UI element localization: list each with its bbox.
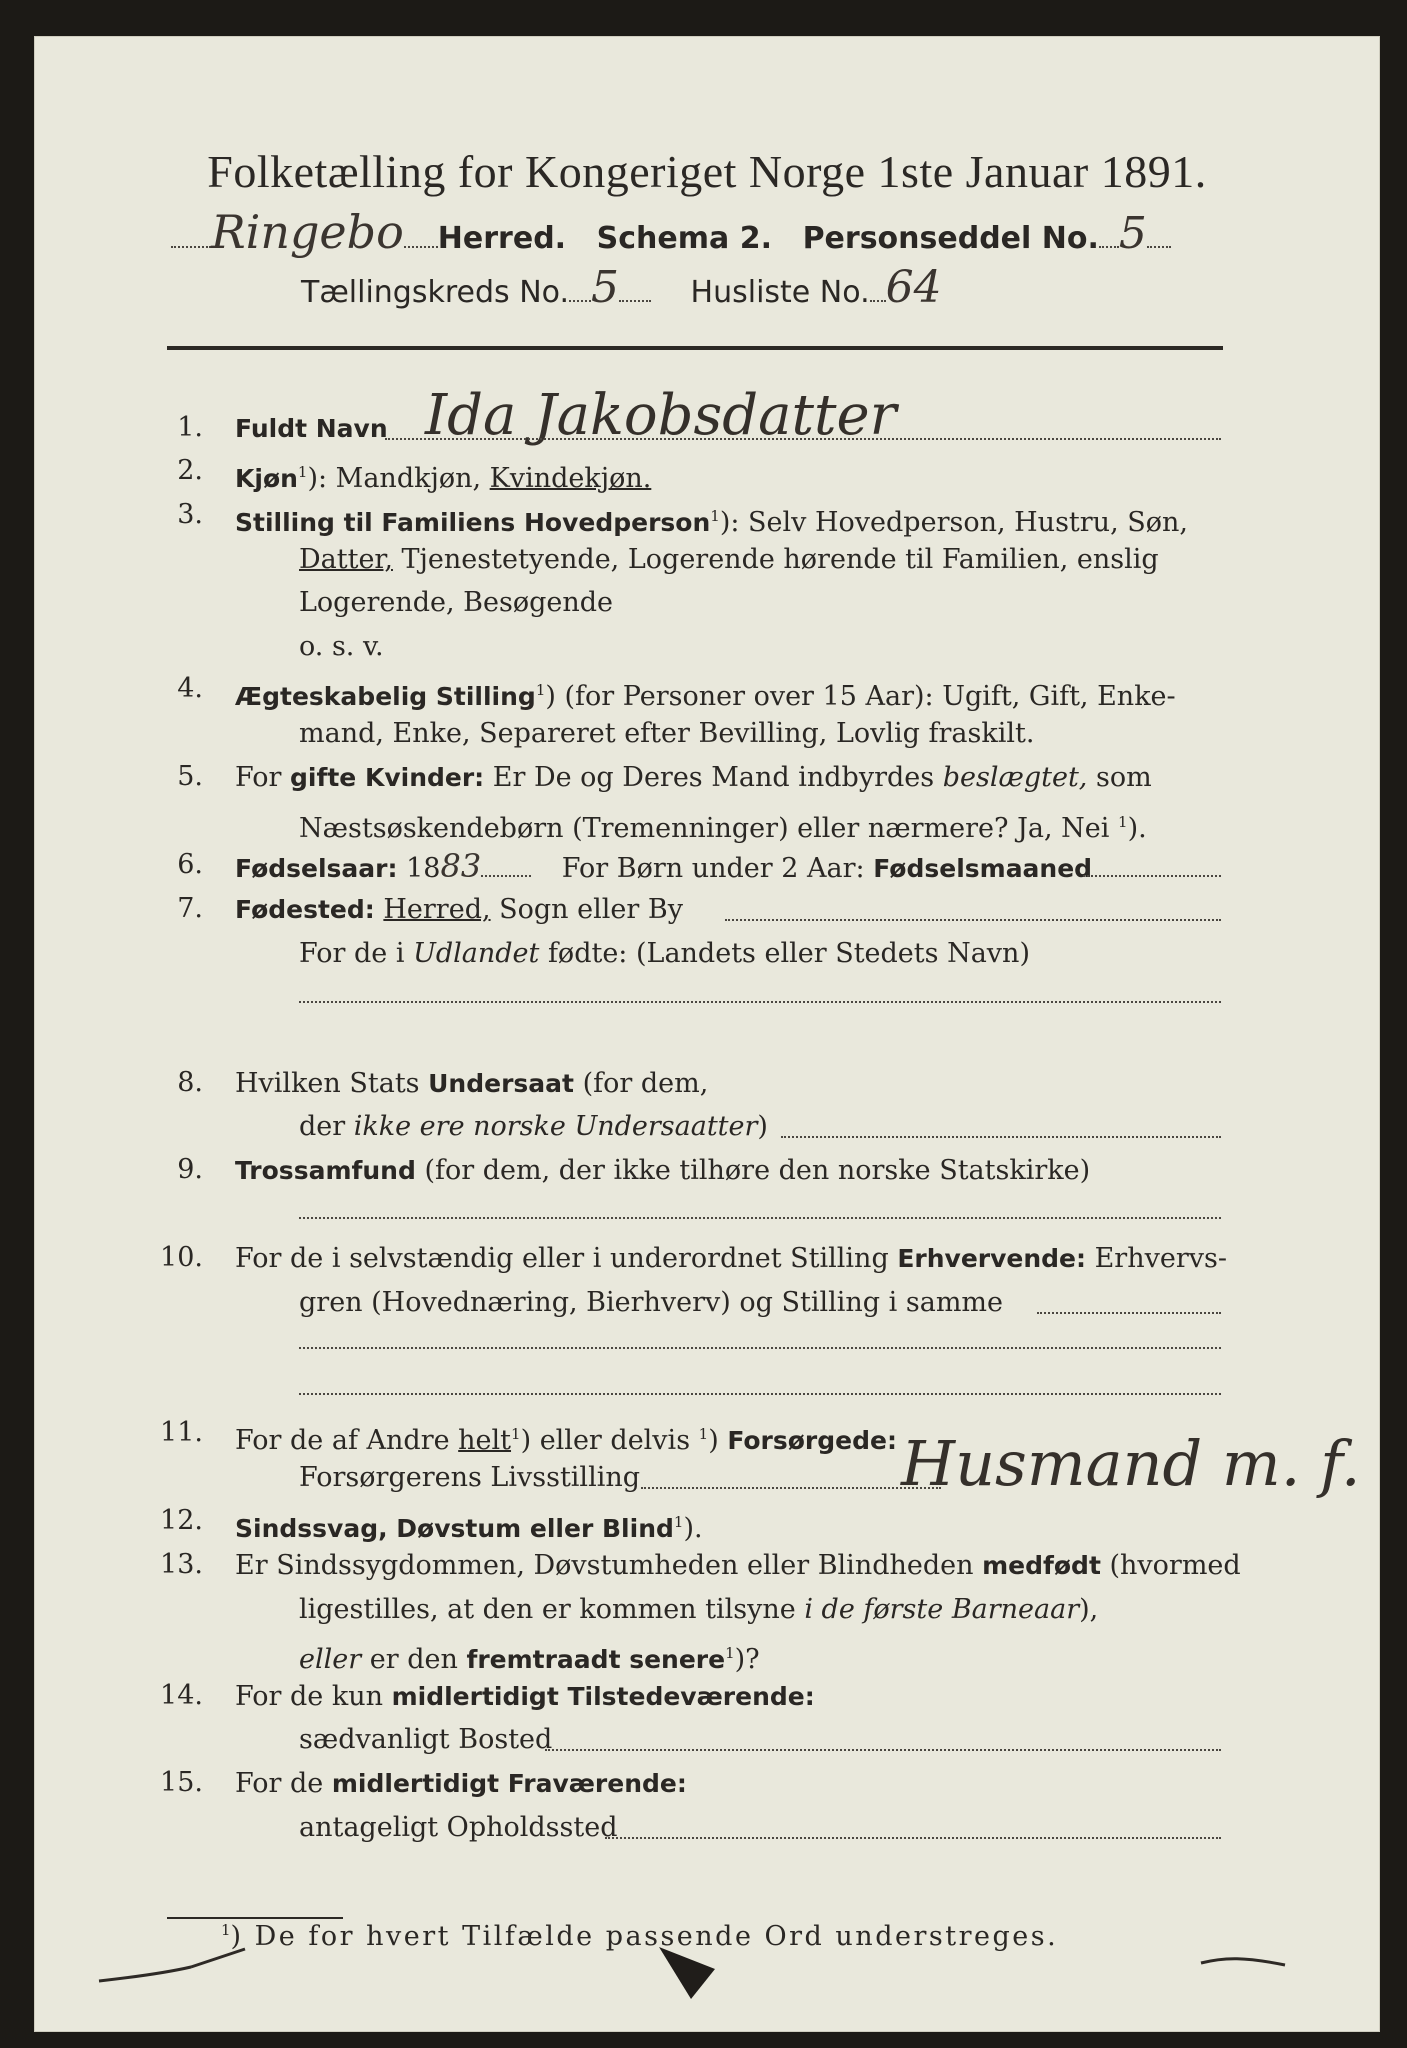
item-15-number: 15. [160, 1767, 203, 1798]
item-3-label: Stilling til Familiens Hovedperson [235, 508, 711, 537]
item-12-row: Sindssvag, Døvstum eller Blind$^1$). [235, 1513, 703, 1544]
personseddel-value: 5 [1118, 208, 1147, 259]
item-9-label: Trossamfund [235, 1156, 416, 1185]
item-3-option-datter: Datter, [299, 544, 393, 575]
item-14-label: midlertidigt Tilstedeværende: [391, 1682, 815, 1711]
item-15-row-2: antageligt Opholdssted [299, 1812, 618, 1843]
item-5-row-2: Næstsøskendebørn (Tremenninger) eller nærmere? Ja, Nei $^1$). [299, 813, 1147, 844]
item-1-row [235, 412, 388, 446]
item-6-row: Fødselsaar: 1883 For Børn under 2 Aar: Fødselsmaaned [235, 847, 1093, 885]
item-13-number: 13. [160, 1549, 203, 1580]
item-10-row: For de i selvstændig eller i underordnet Stilling Erhvervende: Erhvervs- [235, 1243, 1227, 1274]
item-15-label: midlertidigt Fraværende: [331, 1769, 687, 1798]
item-7-number: 7. [177, 893, 203, 924]
item-8-row-2: der ikke ere norske Undersaatter) [299, 1111, 768, 1142]
form-title: Folketælling for Kongeriget Norge 1ste Januar 1891. [207, 146, 1207, 197]
ink-blot [655, 1937, 735, 2017]
kreds-label: Tællingskreds No. [301, 275, 569, 310]
item-4-label: Ægteskabelig Stilling [235, 682, 536, 711]
kreds-line [301, 262, 942, 321]
header-divider [167, 346, 1223, 350]
item-11-option-helt: helt [458, 1425, 512, 1456]
item-14-row: For de kun midlertidigt Tilstedeværende: [235, 1681, 815, 1712]
item-15-row: For de midlertidigt Fraværende: [235, 1768, 687, 1799]
item-3-row-4: o. s. v. [299, 631, 384, 662]
item-8-row: Hvilken Stats Undersaat (for dem, [235, 1068, 709, 1099]
item-4-row-2: mand, Enke, Separeret efter Bevilling, Lovlig fraskilt. [299, 718, 1035, 749]
item-5-label: gifte Kvinder: [290, 763, 485, 792]
item-14-row-2: sædvanligt Bosted [299, 1724, 553, 1755]
item-13-row-2: ligestilles, at den er kommen tilsyne i de første Barneaar), [299, 1594, 1099, 1625]
footnote: $^1$) De for hvert Tilfælde passende Ord understreges. [221, 1921, 1059, 1952]
item-2-option-kvindekjon: Kvindekjøn. [489, 463, 652, 494]
item-7-row: Fødested: Herred, Sogn eller By [235, 894, 683, 925]
item-3-number: 3. [177, 499, 203, 530]
item-8-number: 8. [177, 1067, 203, 1098]
item-14-number: 14. [160, 1680, 203, 1711]
item-4-row: Ægteskabelig Stilling$^1$) (for Personer over 15 Aar): Ugift, Gift, Enke- [235, 681, 1176, 712]
item-1-number: 1. [177, 412, 203, 443]
item-11-row-2: Forsørgerens Livsstilling [299, 1462, 641, 1493]
item-2-label: Kjøn [235, 464, 298, 493]
item-6-label: Fødselsaar: [235, 854, 398, 883]
item-6-label-b: Fødselsmaaned [873, 854, 1093, 883]
herred-value: Ringebo [211, 205, 404, 259]
item-5-number: 5. [177, 761, 203, 792]
item-3-row-2: Datter, Tjenestetyende, Logerende hørende til Familien, enslig [299, 544, 1159, 575]
item-10-row-2: gren (Hovednæring, Bierhverv) og Stilling i samme [299, 1287, 1004, 1318]
item-2-number: 2. [177, 455, 203, 486]
kreds-value: 5 [591, 262, 619, 313]
husliste-value: 64 [885, 262, 942, 313]
item-12-label: Sindssvag, Døvstum [235, 1514, 522, 1543]
herred-label: Herred. [437, 221, 567, 256]
item-11-label: Forsørgede: [727, 1426, 897, 1455]
item-9-row: Trossamfund (for dem, der ikke tilhøre den norske Statskirke) [235, 1155, 1091, 1186]
item-1-label: Fuldt Navn [235, 414, 388, 443]
item-10-number: 10. [160, 1242, 203, 1273]
item-13-label: medfødt [982, 1551, 1101, 1580]
item-13-row-3: eller er den fremtraadt senere$^1$)? [299, 1644, 760, 1675]
personseddel-label: Personseddel No. [802, 221, 1099, 256]
ink-stroke-right [1195, 1937, 1305, 1987]
schema-label: Schema 2. [596, 221, 772, 256]
census-form-sheet [34, 36, 1380, 2032]
item-9-number: 9. [177, 1154, 203, 1185]
ink-stroke-left [95, 1937, 255, 1997]
item-8-label: Undersaat [428, 1069, 574, 1098]
item-11-number: 11. [160, 1417, 203, 1448]
item-7-option-herred: Herred, [383, 894, 491, 925]
item-13-row: Er Sindssygdommen, Døvstumheden eller Blindheden medfødt (hvormed [235, 1550, 1241, 1581]
item-7-row-2: For de i Udlandet fødte: (Landets eller Stedets Navn) [299, 938, 1030, 969]
item-11-row: For de af Andre helt$^1$) eller delvis $^1$) Forsørgede: [235, 1425, 897, 1456]
item-3-row: Stilling til Familiens Hovedperson$^1$): Selv Hovedperson, Hustru, Søn, [235, 507, 1188, 538]
item-6-value: 83 [440, 847, 482, 885]
item-10-label: Erhvervende: [897, 1244, 1087, 1273]
item-2-row: Kjøn$^1$): Mandkjøn, Kvindekjøn. [235, 463, 652, 494]
item-4-number: 4. [177, 673, 203, 704]
item-1-value: Ida Jakobsdatter [425, 383, 897, 448]
item-12-number: 12. [160, 1505, 203, 1536]
husliste-label: Husliste No. [690, 275, 870, 310]
item-11-value: Husmand m. f. [901, 1427, 1361, 1500]
item-7-label: Fødested: [235, 895, 375, 924]
herred-line [171, 205, 1171, 265]
item-5-row: For gifte Kvinder: Er De og Deres Mand indbyrdes beslægtet, som [235, 762, 1152, 793]
item-6-number: 6. [177, 849, 203, 880]
item-3-row-3: Logerende, Besøgende [299, 587, 613, 618]
